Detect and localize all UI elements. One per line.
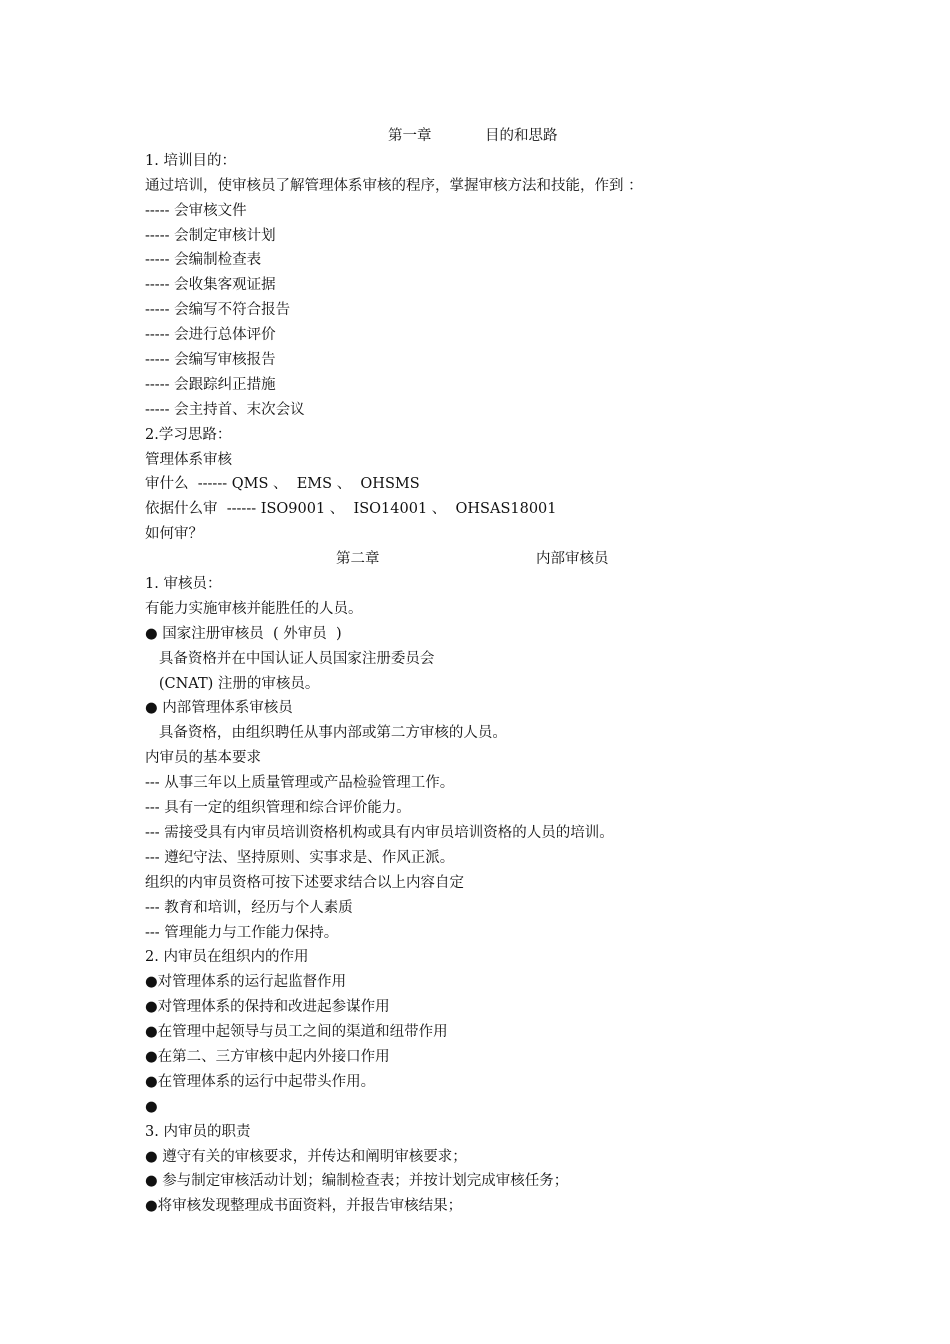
- role-line: ●: [145, 1098, 158, 1115]
- auditor-line: ● 内部管理体系审核员: [145, 700, 293, 717]
- auditor-line: 具备资格并在中国认证人员国家注册委员会: [145, 650, 435, 667]
- duty-line: ●将审核发现整理成书面资料，并报告审核结果；: [145, 1198, 463, 1215]
- skill-item: ----- 会主持首、末次会议: [145, 401, 305, 418]
- chapter-1-label: 第一章: [388, 128, 432, 144]
- role-line: ●在第二、三方审核中起内外接口作用: [145, 1048, 390, 1065]
- section-2-title: 2.学习思路：: [145, 426, 232, 443]
- auditor-line: --- 遵纪守法、坚持原则、实事求是、作风正派。: [145, 849, 455, 866]
- auditor-line: --- 从事三年以上质量管理或产品检验管理工作。: [145, 775, 455, 792]
- chapter-2-heading: [145, 547, 845, 572]
- chapter-1-heading: [145, 124, 845, 149]
- auditor-line: ● 国家注册审核员 ( 外审员 ): [145, 625, 342, 642]
- role-line: ●对管理体系的运行起监督作用: [145, 974, 347, 991]
- role-line: ●在管理体系的运行中起带头作用。: [145, 1073, 376, 1090]
- skill-item: ----- 会审核文件: [145, 202, 247, 219]
- auditor-line: (CNAT) 注册的审核员。: [145, 675, 320, 692]
- auditor-line: 具备资格，由组织聘任从事内部或第二方审核的人员。: [145, 725, 507, 742]
- auditor-line: --- 具有一定的组织管理和综合评价能力。: [145, 800, 411, 817]
- chapter-2-title: 内部审核员: [536, 551, 609, 568]
- section-1-title: 1. 培训目的：: [145, 152, 236, 169]
- approach-line: 如何审？: [145, 526, 203, 543]
- skill-item: ----- 会进行总体评价: [145, 327, 276, 344]
- skill-item: ----- 会编制检查表: [145, 252, 262, 269]
- chapter-1-title: 目的和思路: [485, 128, 558, 144]
- approach-line: 管理体系审核: [145, 451, 232, 468]
- section-1-intro: 通过培训，使审核员了解管理体系审核的程序，掌握审核方法和技能，作到 ：: [145, 177, 643, 194]
- role-line: ●对管理体系的保持和改进起参谋作用: [145, 999, 390, 1016]
- skill-item: ----- 会编写不符合报告: [145, 302, 291, 319]
- duty-line: ● 参与制定审核活动计划；编制检查表；并按计划完成审核任务；: [145, 1173, 569, 1190]
- auditor-line: 组织的内审员资格可按下述要求结合以上内容自定: [145, 874, 464, 891]
- chapter-2-label: 第二章: [336, 551, 380, 568]
- role-line: ●在管理中起领导与员工之间的渠道和纽带作用: [145, 1024, 448, 1041]
- auditor-line: 1. 审核员：: [145, 576, 222, 593]
- auditor-line: --- 教育和培训，经历与个人素质: [145, 899, 353, 916]
- duty-line: 3. 内审员的职责: [145, 1123, 251, 1140]
- approach-line: 审什么 ------ QMS 、 EMS 、 OHSMS: [145, 476, 420, 493]
- auditor-line: 有能力实施审核并能胜任的人员。: [145, 600, 363, 617]
- approach-line: 依据什么审 ------ ISO9001 、 ISO14001 、 OHSAS18001: [145, 501, 557, 518]
- auditor-line: --- 管理能力与工作能力保持。: [145, 924, 339, 941]
- skill-item: ----- 会制定审核计划: [145, 227, 276, 244]
- skill-item: ----- 会收集客观证据: [145, 277, 276, 294]
- document-body: [145, 124, 845, 1219]
- auditor-line: 内审员的基本要求: [145, 750, 261, 767]
- skill-item: ----- 会跟踪纠正措施: [145, 376, 276, 393]
- duty-line: ● 遵守有关的审核要求，并传达和阐明审核要求；: [145, 1148, 467, 1165]
- skill-item: ----- 会编写审核报告: [145, 352, 276, 369]
- role-line: 2. 内审员在组织内的作用: [145, 949, 309, 966]
- auditor-line: --- 需接受具有内审员培训资格机构或具有内审员培训资格的人员的培训。: [145, 824, 614, 841]
